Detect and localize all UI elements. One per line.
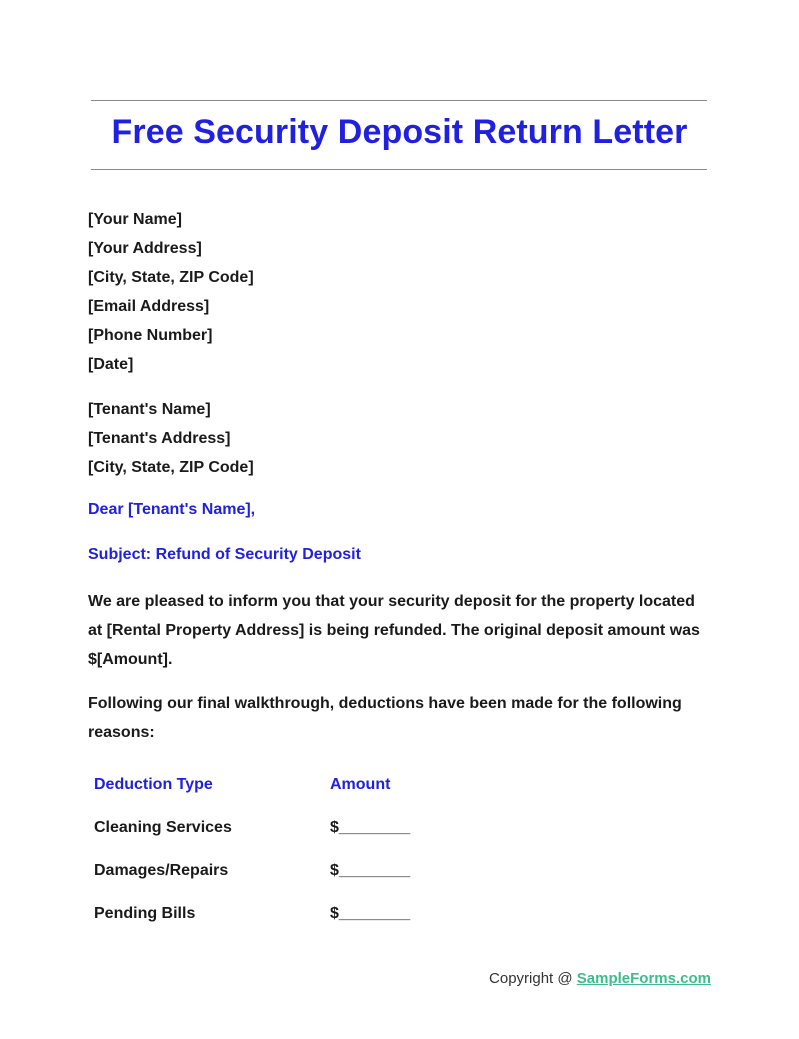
sender-address: [Your Address] (88, 240, 202, 257)
title-bottom-divider (91, 169, 707, 170)
body-paragraph-refund: We are pleased to inform you that your security deposit for the property located at [Rental Property Address] is being refunded. The original deposit amount was $[Amount]. (88, 593, 700, 668)
recipient-city-state-zip: [City, State, ZIP Code] (88, 459, 254, 476)
table-header-amount: Amount (330, 776, 391, 793)
letter-date: [Date] (88, 356, 134, 373)
sender-block (88, 205, 708, 379)
table-row (94, 812, 514, 855)
sender-name: [Your Name] (88, 211, 182, 228)
sender-email: [Email Address] (88, 298, 210, 315)
deductions-table (94, 769, 514, 941)
sender-city-state-zip: [City, State, ZIP Code] (88, 269, 254, 286)
table-row (94, 855, 514, 898)
body-paragraph-deductions: Following our final walkthrough, deductions have been made for the following reasons: (88, 695, 682, 741)
subject-line: Subject: Refund of Security Deposit (88, 546, 361, 563)
recipient-name: [Tenant's Name] (88, 401, 211, 418)
deduction-amount-cell: $________ (330, 819, 411, 836)
deduction-amount-cell: $________ (330, 905, 411, 922)
recipient-block (88, 395, 708, 482)
table-row (94, 898, 514, 941)
deduction-type-cell: Damages/Repairs (94, 862, 229, 879)
copyright-footer (489, 970, 711, 987)
deduction-amount-cell: $________ (330, 862, 411, 879)
title-top-divider (91, 100, 707, 101)
page-title: Free Security Deposit Return Letter (111, 113, 688, 151)
sender-phone: [Phone Number] (88, 327, 213, 344)
table-header-deduction-type: Deduction Type (94, 776, 213, 793)
deduction-type-cell: Cleaning Services (94, 819, 232, 836)
greeting: Dear [Tenant's Name], (88, 501, 256, 518)
recipient-address: [Tenant's Address] (88, 430, 231, 447)
deduction-type-cell: Pending Bills (94, 905, 196, 922)
brand-link[interactable]: SampleForms.com (576, 970, 711, 987)
copyright-text: Copyright @ (489, 970, 577, 987)
table-header-row (94, 769, 514, 812)
